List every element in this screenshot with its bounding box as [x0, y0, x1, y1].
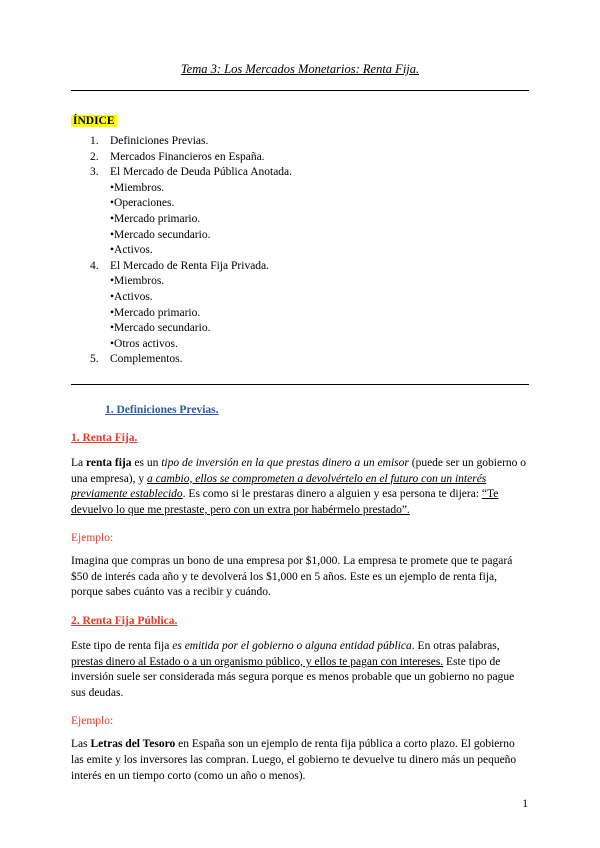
text-run: renta fija	[86, 456, 132, 469]
index-subitem: •Miembros.	[110, 275, 165, 288]
index-subitem: •Mercado secundario.	[110, 322, 211, 335]
text-run: es un	[131, 456, 162, 469]
paragraph-renta-fija-publica	[71, 639, 529, 701]
index-item-label: Complementos.	[110, 353, 183, 366]
index-bottom-rule	[71, 384, 529, 385]
index-item-label: Definiciones Previas.	[110, 135, 209, 147]
index-item-number: 4.	[90, 259, 99, 272]
top-rule	[71, 90, 529, 91]
text-run: . Es como si le prestaras dinero a alguien y esa persona te dijera:	[182, 488, 482, 501]
text-run: Las	[71, 738, 91, 751]
index-item-number: 5.	[90, 353, 99, 366]
text-run: a cambio, ellos se comprometen a devolvértelo en el futuro con un interés previamente establecido	[71, 472, 487, 501]
text-run: (puede ser un gobierno o una empresa), y	[71, 456, 527, 485]
index-item-number: 2.	[90, 150, 99, 163]
index-subitem: •Activos.	[110, 244, 153, 257]
index-subitem: •Miembros.	[110, 181, 165, 194]
index-item-number: 1.	[90, 135, 99, 147]
index-item-label: El Mercado de Renta Fija Privada.	[110, 259, 270, 272]
index-item-label: Mercados Financieros en España.	[110, 150, 265, 163]
text-run: Este tipo de inversión suele ser considerada más segura porque es menos probable que un gobierno no pague sus deudas.	[71, 655, 515, 699]
index-item-number: 3.	[90, 166, 99, 179]
index-subitem: •Mercado primario.	[110, 212, 201, 225]
subheading-renta-fija: 1. Renta Fija.	[71, 431, 138, 444]
text-run: Este tipo de renta fija	[71, 640, 173, 653]
text-run: prestas dinero al Estado o a un organismo público, y ellos te pagan con intereses.	[71, 655, 444, 668]
index-item	[71, 352, 529, 368]
paragraph-renta-fija	[71, 456, 529, 518]
paragraph-example-2	[71, 737, 529, 784]
index-subitem: •Operaciones.	[110, 197, 175, 210]
text-run: es emitida por el gobierno o alguna entidad pública	[172, 640, 412, 653]
paragraph-example-1: Imagina que compras un bono de una empresa por $1,000. La empresa te promete que te pagará $50 de interés cada año y te devolverá los $1,000 en 5 años. Este es un ejemplo de renta fija, porque sabes cuánto vas a recibir y cuándo.	[71, 555, 513, 599]
text-run: tipo de inversión en la que prestas dinero a un emisor	[161, 456, 409, 469]
text-run: . En otras palabras,	[411, 640, 500, 653]
example-label-2: Ejemplo:	[71, 715, 114, 728]
document-title: Tema 3: Los Mercados Monetarios: Renta Fija.	[180, 62, 420, 76]
index-item-label: El Mercado de Deuda Pública Anotada.	[110, 166, 293, 179]
text-run: “Te devuelvo lo que me prestaste, pero con un extra por habérmelo prestado”.	[71, 488, 499, 516]
index-item	[71, 134, 529, 150]
subheading-renta-fija-publica: 2. Renta Fija Pública.	[71, 615, 178, 628]
page-number: 1	[522, 798, 528, 810]
index-heading-row	[71, 111, 529, 129]
index-item	[71, 150, 529, 166]
index-item	[71, 165, 529, 181]
index-subitem: •Mercado primario.	[110, 306, 201, 319]
title-row	[71, 60, 529, 78]
text-run: en España son un ejemplo de renta fija pública a corto plazo. El gobierno las emite y los inversores las compran. Luego, el gobierno te devuelve tu dinero más un pequeño interés en un tiempo corto (como un año o menos).	[71, 738, 517, 782]
index-subitem: •Mercado secundario.	[110, 228, 211, 241]
index-item	[71, 259, 529, 275]
index-subitem: •Otros activos.	[110, 337, 178, 350]
section-heading-definiciones-previas: 1. Definiciones Previas.	[105, 403, 219, 416]
example-label-1: Ejemplo:	[71, 532, 114, 545]
index-subitem: •Activos.	[110, 290, 153, 303]
index-list	[71, 134, 529, 368]
index-heading: ÍNDICE	[73, 115, 115, 127]
text-run: La	[71, 456, 87, 469]
text-run: Letras del Tesoro	[90, 738, 176, 751]
